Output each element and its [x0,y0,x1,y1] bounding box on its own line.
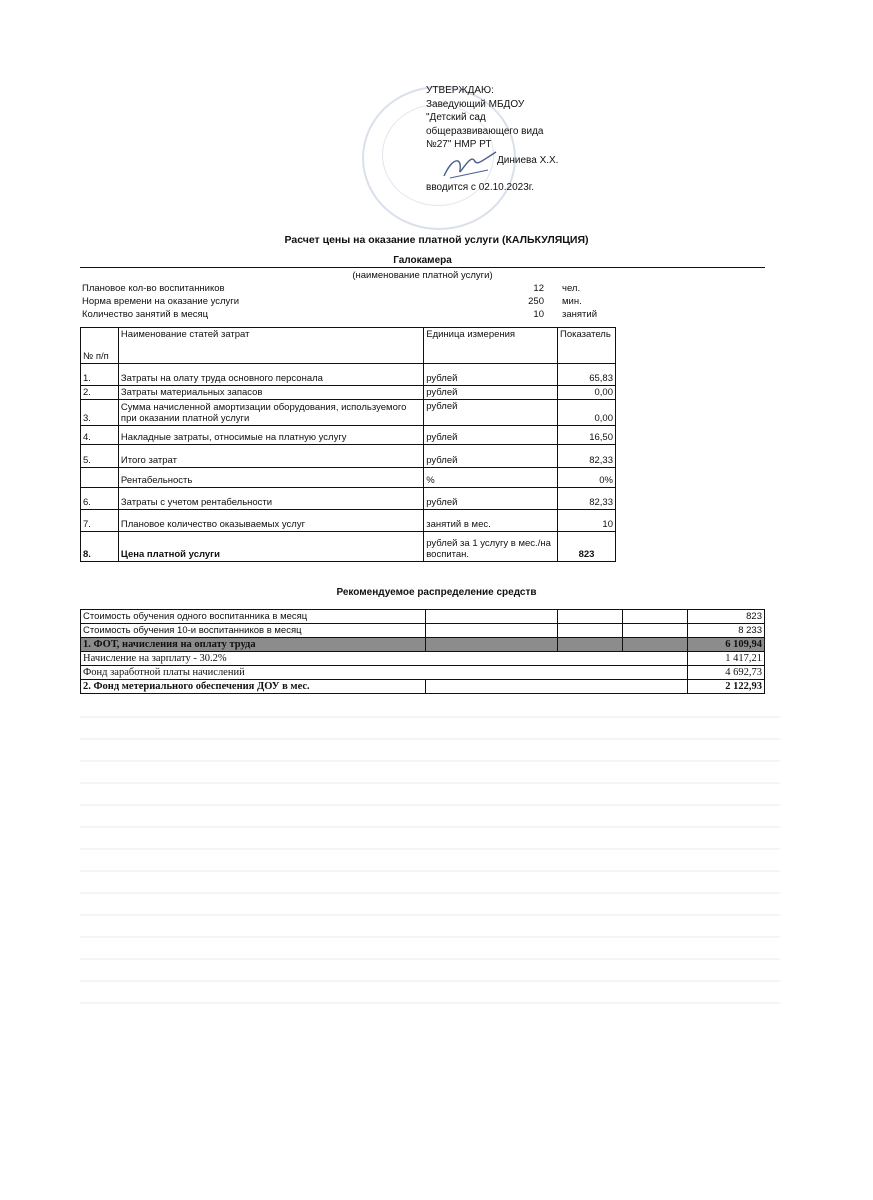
row-num: 8. [81,532,119,562]
row-unit: рублей [424,386,558,400]
row-value: 6 109,94 [688,638,765,652]
param-unit: мин. [562,296,582,307]
table-row [81,666,765,680]
row-name: Затраты с учетом рентабельности [118,488,423,510]
table-row [81,400,616,426]
row-value: 0% [557,468,615,488]
row-unit: рублей за 1 услугу в мес./на воспитан. [424,532,558,562]
param-row [82,309,602,320]
service-name: Галокамера [80,255,765,268]
header-cell: № п/п [81,328,119,364]
table-row [81,638,765,652]
row-value: 2 122,93 [688,680,765,694]
row-label: Фонд заработной платы начислений [81,666,688,680]
distribution-table [80,609,765,694]
row-value: 82,33 [557,445,615,468]
table-row [81,624,765,638]
table-row [81,468,616,488]
signer-name: Диниева Х.Х. [497,155,559,166]
table-row [81,652,765,666]
row-value: 823 [557,532,615,562]
row-label: Начисление на зарплату - 30.2% [81,652,688,666]
row-value: 0,00 [557,386,615,400]
approval-line: №27" НМР РТ [426,139,492,150]
row-unit: рублей [424,426,558,445]
row-num: 7. [81,510,119,532]
param-value: 12 [533,283,544,294]
table-header-row [81,328,616,364]
row-name: Затраты материальных запасов [118,386,423,400]
table-row [81,510,616,532]
signature-icon [440,148,500,184]
header-cell: Наименование статей затрат [118,328,423,364]
param-label: Количество занятий в месяц [82,309,209,320]
param-unit: занятий [562,309,597,320]
row-label: 1. ФОТ, начисления на оплату труда [81,638,426,652]
approval-line: общеразвивающего вида [426,125,544,137]
table-row [81,680,765,694]
row-unit: рублей [424,488,558,510]
row-value: 16,50 [557,426,615,445]
param-label: Плановое кол-во воспитанников [82,283,225,294]
row-num: 2. [81,386,119,400]
approval-line: Заведующий МБДОУ [426,98,525,110]
row-label: Стоимость обучения одного воспитанника в месяц [81,610,426,624]
row-name: Затраты на олату труда основного персонала [118,364,423,386]
row-name: Итого затрат [118,445,423,468]
param-label: Норма времени на оказание услуги [82,296,240,307]
param-value: 250 [528,296,544,307]
row-value: 82,33 [557,488,615,510]
row-value: 1 417,21 [688,652,765,666]
row-num: 4. [81,426,119,445]
header-cell: Показатель [557,328,615,364]
approval-line: УТВЕРЖДАЮ: [426,85,494,96]
row-value: 0,00 [557,400,615,426]
table-row [81,610,765,624]
row-unit: рублей [424,445,558,468]
row-num: 6. [81,488,119,510]
row-value: 4 692,73 [688,666,765,680]
service-caption: (наименование платной услуги) [352,270,493,281]
row-value: 823 [688,610,765,624]
row-unit: занятий в мес. [424,510,558,532]
row-name: Рентабельность [118,468,423,488]
param-row [82,283,602,294]
row-unit: % [424,468,558,488]
param-value: 10 [533,309,544,320]
row-value: 65,83 [557,364,615,386]
table-row [81,445,616,468]
row-value: 8 233 [688,624,765,638]
param-row [82,296,602,307]
row-name: Плановое количество оказываемых услуг [118,510,423,532]
param-unit: чел. [562,283,581,294]
header-cell: Единица измерения [424,328,558,364]
document-title: Расчет цены на оказание платной услуги (КАЛЬКУЛЯЦИЯ) [284,234,589,246]
approval-line: "Детский сад [426,112,486,123]
row-num: 1. [81,364,119,386]
table-row [81,364,616,386]
row-label: Стоимость обучения 10-и воспитанников в месяц [81,624,426,638]
table-row [81,426,616,445]
row-name: Накладные затраты, относимые на платную услугу [118,426,423,445]
approval-block [426,84,543,152]
table-row [81,488,616,510]
row-unit: рублей [424,364,558,386]
row-num: 3. [81,400,119,426]
calculation-table [80,327,616,562]
table-row [81,532,616,562]
row-name: Сумма начисленной амортизации оборудования, используемого при оказании платной услуги [118,400,423,426]
row-name: Цена платной услуги [118,532,423,562]
introduction-date: вводится с 02.10.2023г. [426,182,534,193]
row-num: 5. [81,445,119,468]
recommended-title: Рекомендуемое распределение средств [336,587,537,598]
row-label: 2. Фонд метериального обеспечения ДОУ в мес. [81,680,426,694]
table-row [81,386,616,400]
row-unit: рублей [424,400,558,426]
row-num [81,468,119,488]
background-texture [80,716,780,1016]
row-value: 10 [557,510,615,532]
